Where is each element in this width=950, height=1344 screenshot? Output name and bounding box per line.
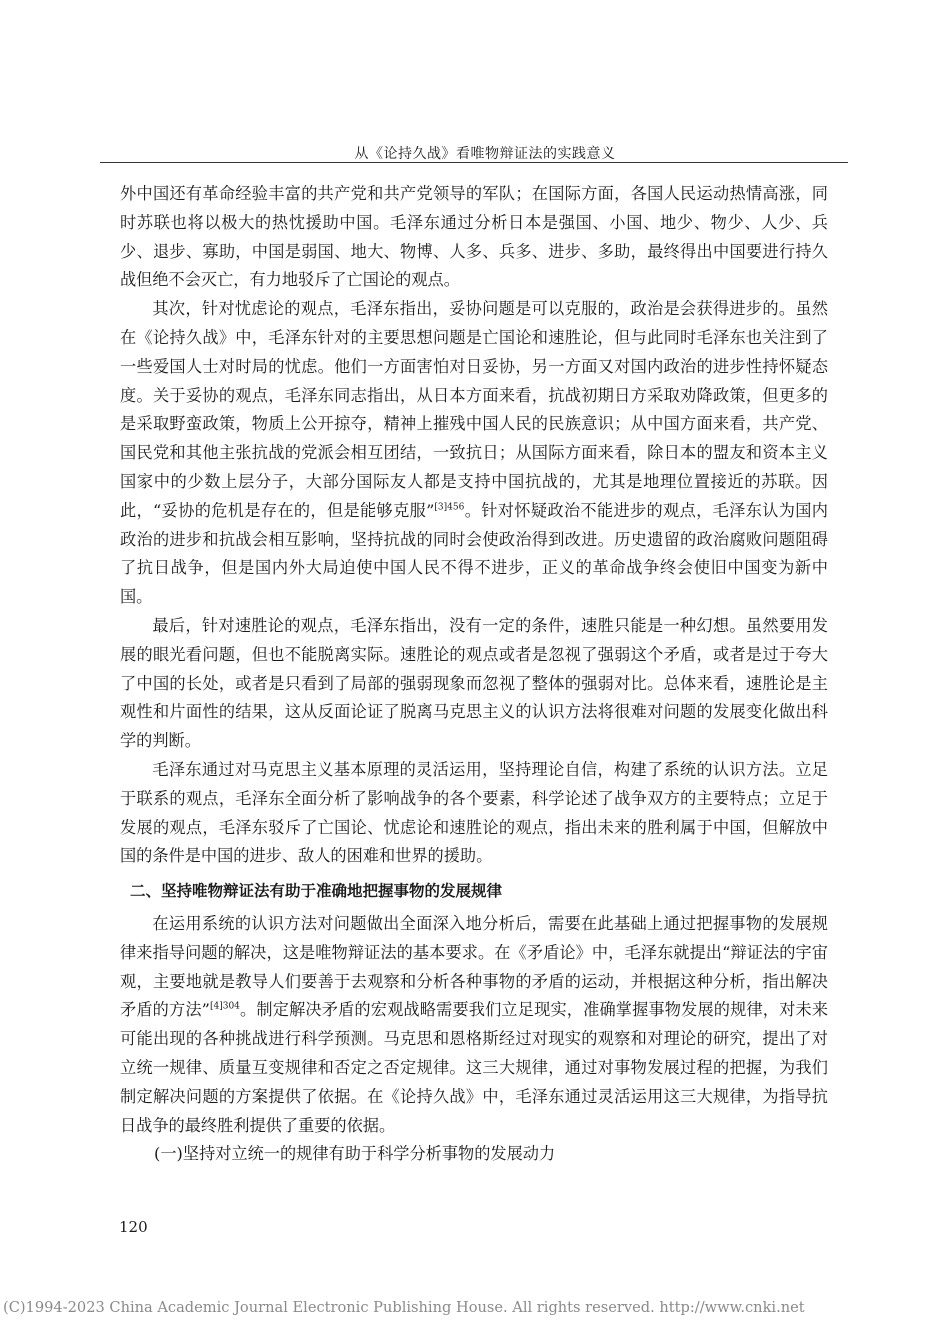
paragraph-4: 毛泽东通过对马克思主义基本原理的灵活运用，坚持理论自信，构建了系统的认识方法。立足于联系的观点，毛泽东全面分析了影响战争的各个要素，科学论述了战争双方的主要特点；立足于发展的观点，毛泽东驳斥了亡国论、忧虑论和速胜论的观点，指出未来的胜利属于中国，但解放中国的条件是中国的进步、敌人的困难和世界的援助。 — [120, 759, 828, 866]
paragraph-3: 最后，针对速胜论的观点，毛泽东指出，没有一定的条件，速胜只能是一种幻想。虽然要用发展的眼光看问题，但也不能脱离实际。速胜论的观点或者是忽视了强弱这个矛盾，或者是过于夸大了中国的长处，或者是只看到了局部的强弱现象而忽视了整体的强弱对比。总体来看，速胜论是主观性和片面性的结果，这从反面论证了脱离马克思主义的认识方法将很难对问题的发展变化做出科学的判断。 — [120, 615, 828, 751]
paragraph-5-part-a: 在运用系统的认识方法对问题做出全面深入地分析后，需要在此基础上通过把握事物的发展规律来指导问题的解决，这是唯物辩证法的基本要求。在《矛盾论》中，毛泽东就提出“辩证法的宇宙观，主要地就是教导人们要善于去观察和分析各种事物的矛盾的运动，并根据这种分析，指出解决矛盾的方法” — [120, 913, 828, 1020]
subsection-heading: (一)坚持对立统一的规律有助于科学分析事物的发展动力 — [154, 1144, 556, 1164]
paragraph-2-part-a: 其次，针对忧虑论的观点，毛泽东指出，妥协问题是可以克服的，政治是会获得进步的。虽然在《论持久战》中，毛泽东针对的主要思想问题是亡国论和速胜论，但与此同时毛泽东也关注到了一些爱国人士对时局的忧虑。他们一方面害怕对日妥协，另一方面又对国内政治的进步性持怀疑态度。关于妥协的观点，毛泽东同志指出，从日本方面来看，抗战初期日方采取劝降政策，但更多的是采取野蛮政策，物质上公开掠夺，精神上摧残中国人民的民族意识；从中国方面来看，共产党、国民党和其他主张抗战的党派会相互团结，一致抗日；从国际方面来看，除日本的盟友和资本主义国家中的少数上层分子，大部分国际友人都是支持中国抗战的，尤其是地理位置接近的苏联。因此，“妥协的危机是存在的，但是能够克服” — [120, 299, 828, 520]
paragraph-5-part-b: 。制定解决矛盾的宏观战略需要我们立足现实，准确掌握事物发展的规律，对未来可能出现的各种挑战进行科学预测。马克思和恩格斯经过对现实的观察和对理论的研究，提出了对立统一规律、质量互变规律和否定之否定规律。这三大规律，通过对事物发展过程的把握，为我们制定解决问题的方案提供了依据。在《论持久战》中，毛泽东通过灵活运用这三大规律，为指导抗日战争的最终胜利提供了重要的依据。 — [120, 1000, 829, 1135]
page-number: 120 — [119, 1218, 148, 1236]
citation-ref: [4]304 — [209, 1001, 240, 1012]
paragraph-2 — [120, 295, 828, 612]
running-title: 从《论持久战》看唯物辩证法的实践意义 — [354, 146, 616, 162]
copyright-footer: (C)1994-2023 China Academic Journal Electronic Publishing House. All rights reserved. http://www.cnki.net — [3, 1299, 805, 1316]
section-heading: 二、坚持唯物辩证法有助于准确地把握事物的发展规律 — [130, 882, 503, 901]
citation-ref: [3]456 — [434, 502, 465, 513]
article-body — [120, 180, 828, 1169]
paragraph-5 — [120, 910, 828, 1140]
paragraph-2-part-b: 。针对怀疑政治不能进步的观点，毛泽东认为国内政治的进步和抗战会相互影响，坚持抗战的同时会使政治得到改进。历史遗留的政治腐败问题阻碍了抗日战争，但是国内外大局迫使中国人民不得不进步，正义的革命战争终会使旧中国变为新中国。 — [120, 500, 828, 607]
header-rule — [100, 162, 848, 163]
paragraph-1: 外中国还有革命经验丰富的共产党和共产党领导的军队；在国际方面，各国人民运动热情高涨，同时苏联也将以极大的热忱援助中国。毛泽东通过分析日本是强国、小国、地少、物少、人少、兵少、退步、寡助，中国是弱国、地大、物博、人多、兵多、进步、多助，最终得出中国要进行持久战但绝不会灭亡，有力地驳斥了亡国论的观点。 — [120, 184, 828, 290]
